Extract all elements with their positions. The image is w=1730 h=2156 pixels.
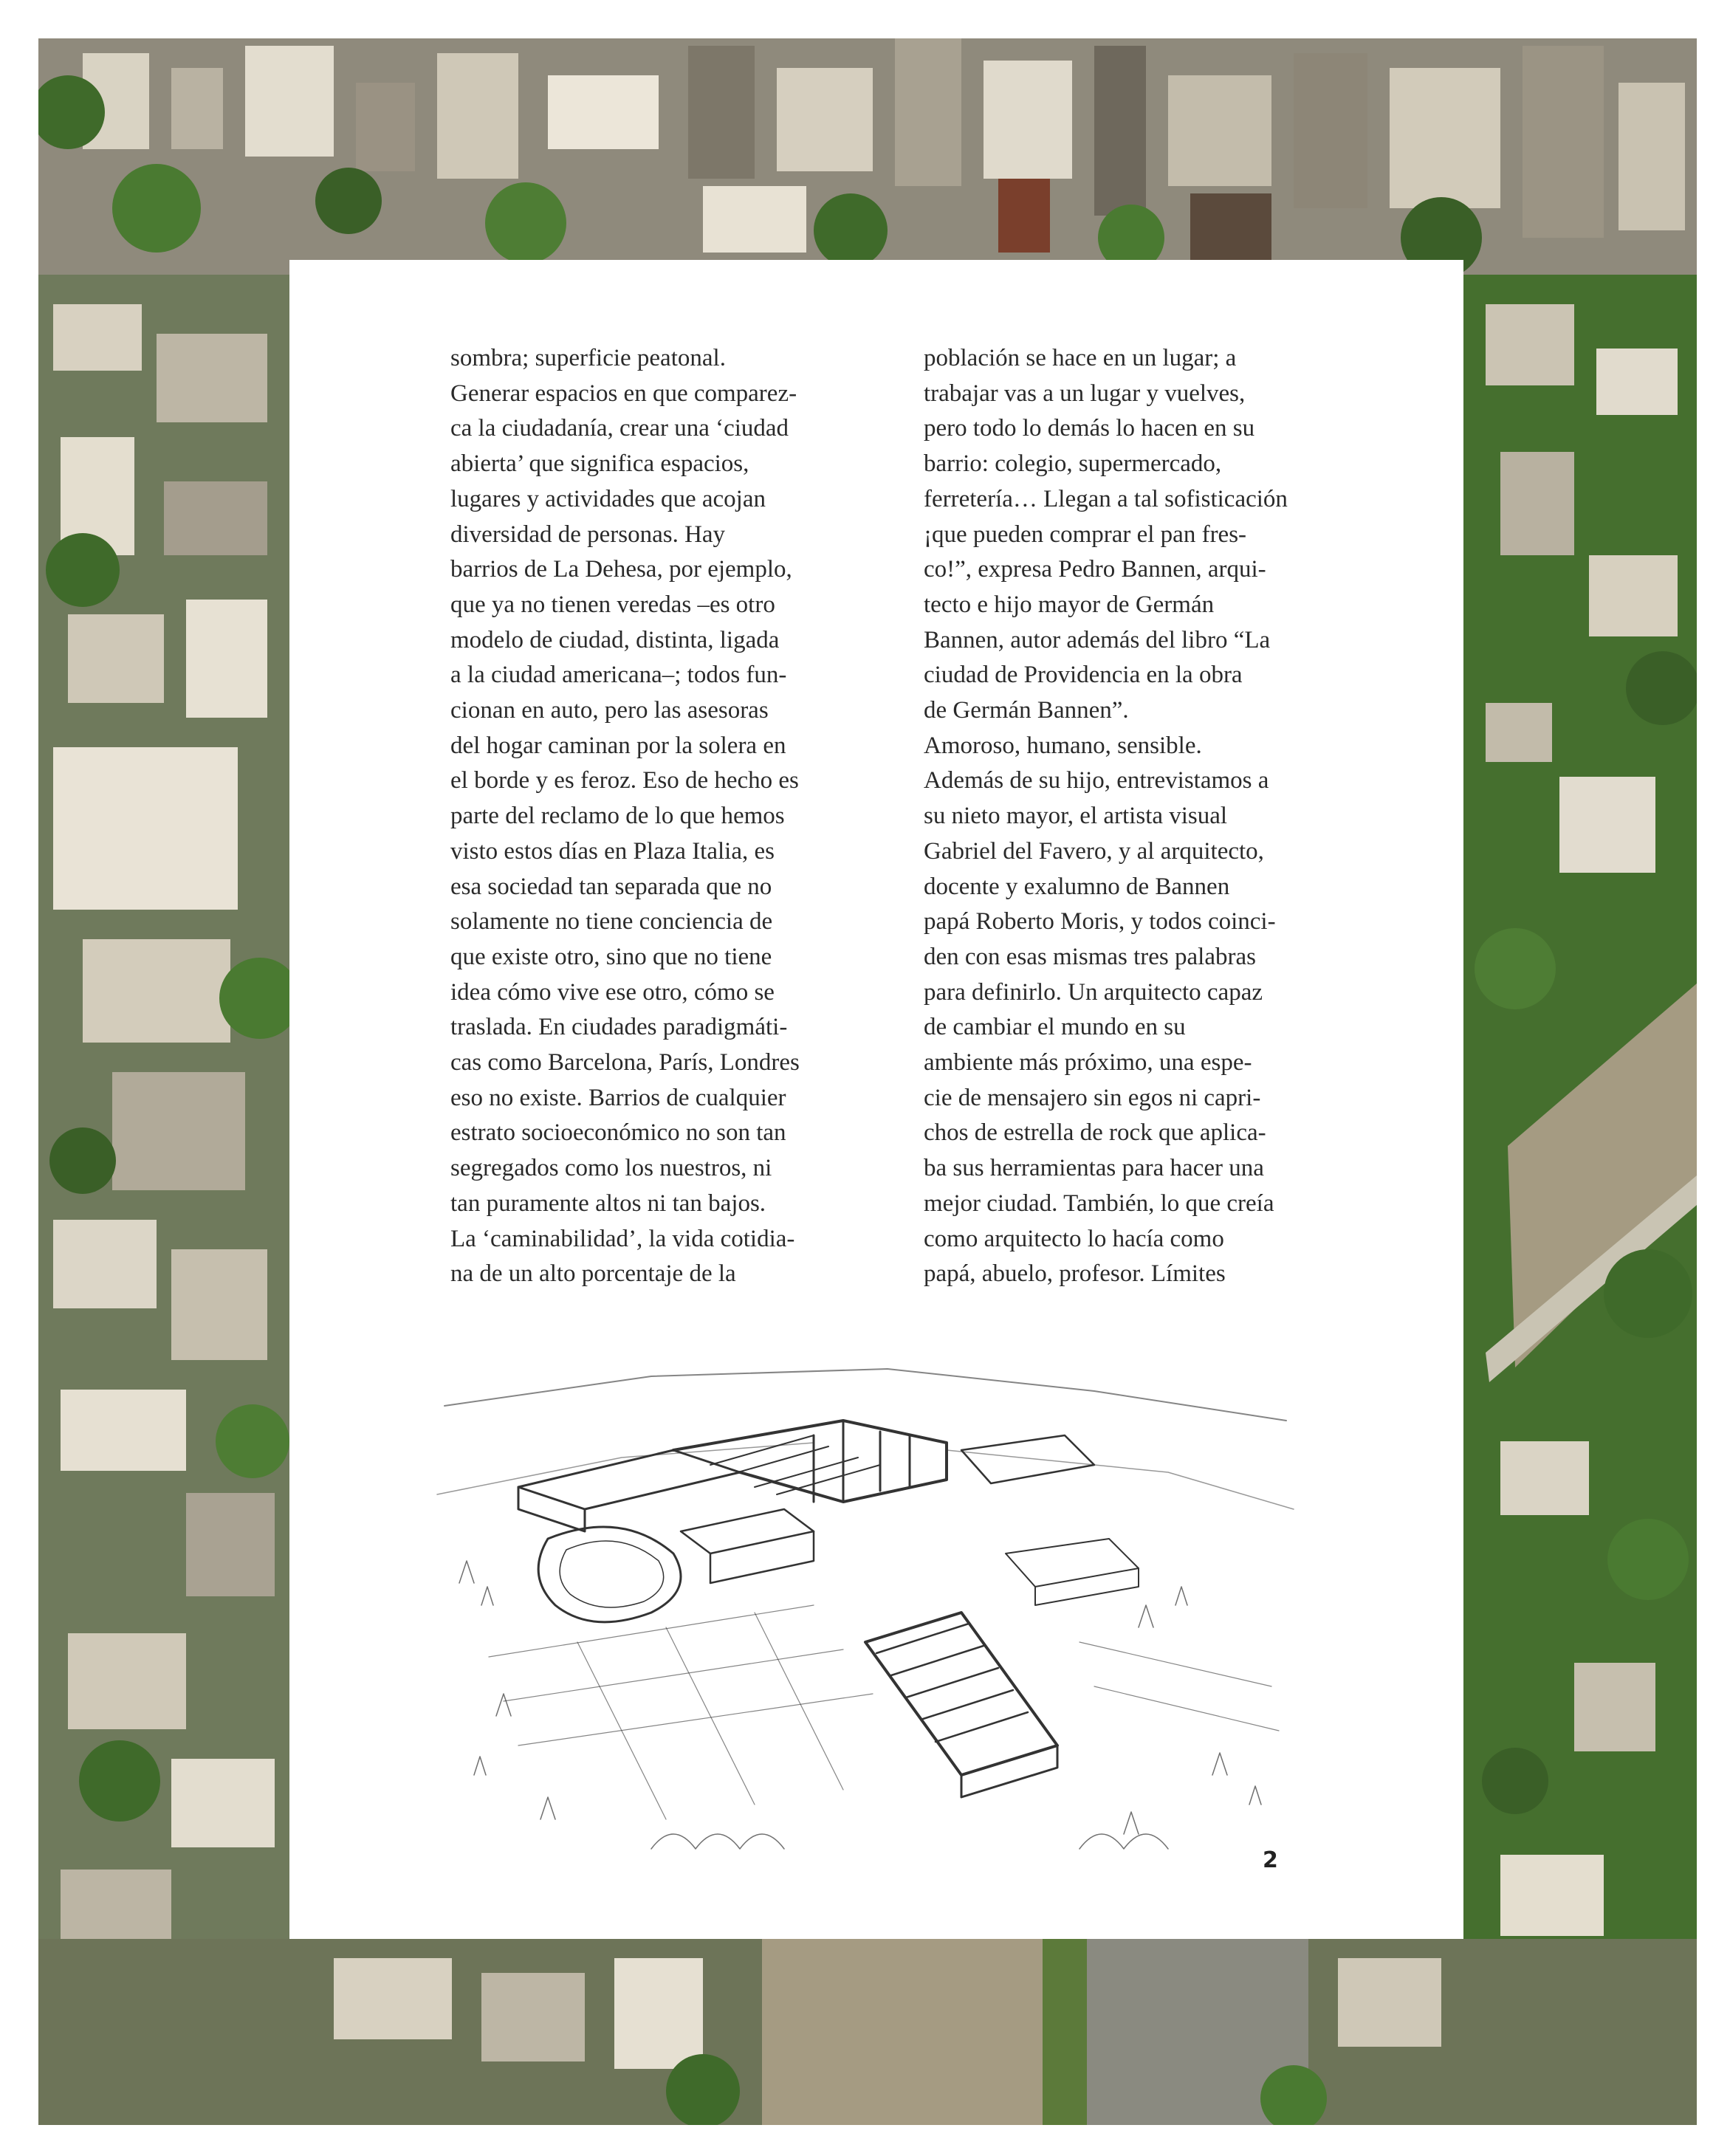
text-line: para definirlo. Un arquitecto capaz	[924, 978, 1263, 1006]
architectural-sketch	[430, 1362, 1297, 1893]
text-column-left	[450, 341, 834, 1292]
text-line: de cambiar el mundo en su	[924, 1014, 1186, 1041]
text-line: cionan en auto, pero las asesoras	[450, 697, 769, 724]
text-line: solamente no tiene conciencia de	[450, 908, 773, 935]
text-line: pero todo lo demás lo hacen en su	[924, 415, 1255, 442]
text-line: parte del reclamo de lo que hemos	[450, 803, 785, 830]
text-line: abierta’ que significa espacios,	[450, 450, 749, 478]
text-line: su nieto mayor, el artista visual	[924, 803, 1228, 830]
text-line: barrio: colegio, supermercado,	[924, 450, 1222, 478]
text-line: La ‘caminabilidad’, la vida cotidia-	[450, 1225, 795, 1252]
text-line: docente y exalumno de Bannen	[924, 873, 1230, 900]
text-line: den con esas mismas tres palabras	[924, 943, 1256, 970]
text-line: como arquitecto lo hacía como	[924, 1225, 1224, 1252]
text-line: ciudad de Providencia en la obra	[924, 662, 1243, 689]
text-column-right	[924, 341, 1308, 1292]
text-line: estrato socioeconómico no son tan	[450, 1119, 786, 1147]
architectural-sketch-drawing	[430, 1362, 1297, 1893]
text-line: chos de estrella de rock que aplica-	[924, 1119, 1266, 1147]
text-line: ba sus herramientas para hacer una	[924, 1155, 1264, 1182]
text-line: Además de su hijo, entrevistamos a	[924, 767, 1269, 794]
text-line: modelo de ciudad, distinta, ligada	[450, 626, 780, 653]
text-line: ¡que pueden comprar el pan fres-	[924, 521, 1247, 548]
text-line: sombra; superficie peatonal.	[450, 345, 726, 371]
text-line: tan puramente altos ni tan bajos.	[450, 1189, 766, 1217]
text-line: del hogar caminan por la solera en	[450, 732, 786, 759]
text-line: que ya no tienen veredas –es otro	[450, 591, 775, 618]
text-line: ambiente más próximo, una espe-	[924, 1049, 1252, 1077]
text-line: el borde y es feroz. Eso de hecho es	[450, 767, 799, 794]
text-line: Amoroso, humano, sensible.	[924, 732, 1202, 759]
text-line: traslada. En ciudades paradigmáti-	[450, 1014, 788, 1041]
text-line: papá, abuelo, profesor. Límites	[924, 1260, 1226, 1288]
text-line: que existe otro, sino que no tiene	[450, 943, 772, 970]
article-panel	[289, 260, 1463, 1939]
text-line: visto estos días en Plaza Italia, es	[450, 837, 775, 865]
text-line: trabajar vas a un lugar y vuelves,	[924, 380, 1246, 407]
text-line: Gabriel del Favero, y al arquitecto,	[924, 837, 1264, 865]
text-line: segregados como los nuestros, ni	[450, 1155, 772, 1182]
text-line: cas como Barcelona, París, Londres	[450, 1049, 800, 1077]
text-line: diversidad de personas. Hay	[450, 521, 726, 548]
text-line: población se hace en un lugar; a	[924, 345, 1237, 371]
text-line: Generar espacios en que comparez-	[450, 380, 797, 407]
text-line: lugares y actividades que acojan	[450, 485, 766, 512]
text-line: cie de mensajero sin egos ni capri-	[924, 1084, 1261, 1111]
text-line: ferretería… Llegan a tal sofisticación	[924, 485, 1288, 512]
text-line: barrios de La Dehesa, por ejemplo,	[450, 556, 792, 583]
text-line: papá Roberto Moris, y todos coinci-	[924, 908, 1276, 935]
page-number: 2	[1263, 1847, 1278, 1873]
text-line: esa sociedad tan separada que no	[450, 873, 772, 900]
text-line: de Germán Bannen”.	[924, 697, 1129, 724]
text-line: na de un alto porcentaje de la	[450, 1260, 736, 1288]
text-line: a la ciudad americana–; todos fun-	[450, 662, 787, 689]
text-line: idea cómo vive ese otro, cómo se	[450, 978, 775, 1006]
text-line: co!”, expresa Pedro Bannen, arqui-	[924, 556, 1266, 583]
text-line: eso no existe. Barrios de cualquier	[450, 1084, 786, 1111]
text-line: ca la ciudadanía, crear una ‘ciudad	[450, 415, 789, 442]
text-line: mejor ciudad. También, lo que creía	[924, 1189, 1274, 1217]
text-line: tecto e hijo mayor de Germán	[924, 591, 1215, 618]
text-line: Bannen, autor además del libro “La	[924, 626, 1271, 653]
